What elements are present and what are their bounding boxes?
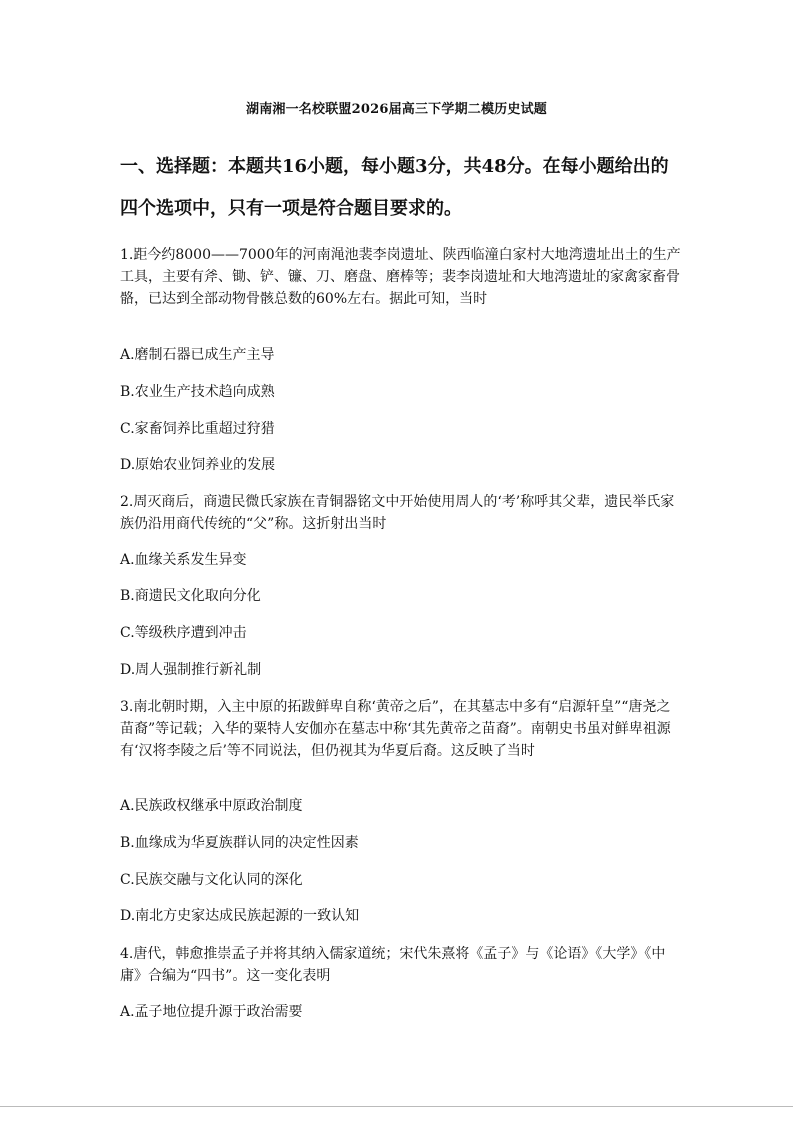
question-2-stem: 2.周灭商后，商遗民微氏家族在青铜器铭文中开始使用周人的‘考’称呼其父辈，遗民举氏家族仍沿用商代传统的“父”称。这折射出当时 xyxy=(120,494,675,532)
question-3-option-d: D.南北方史家达成民族起源的一致认知 xyxy=(120,908,360,924)
question-1-option-d: D.原始农业饲养业的发展 xyxy=(120,457,276,473)
question-4-option-a: A.孟子地位提升源于政治需要 xyxy=(120,1004,303,1020)
question-1-option-a: A.磨制石器已成生产主导 xyxy=(120,347,275,363)
question-2-option-b: B.商遗民文化取向分化 xyxy=(120,588,261,604)
question-3-option-a: A.民族政权继承中原政治制度 xyxy=(120,798,303,814)
question-2-option-a: A.血缘关系发生异变 xyxy=(120,552,247,568)
question-1-option-c: C.家畜饲养比重超过狩猎 xyxy=(120,421,275,437)
question-3-option-b: B.血缘成为华夏族群认同的决定性因素 xyxy=(120,835,359,851)
question-3-option-c: C.民族交融与文化认同的深化 xyxy=(120,872,303,888)
question-2-option-c: C.等级秩序遭到冲击 xyxy=(120,625,247,641)
section-heading: 一、选择题：本题共16小题，每小题3分，共48分。在每小题给出的四个选项中，只有一项是符合题目要求的。 xyxy=(120,156,669,219)
question-4-stem: 4.唐代，韩愈推崇孟子并将其纳入儒家道统；宋代朱熹将《孟子》与《论语》《大学》《中庸》合编为“四书”。这一变化表明 xyxy=(120,946,666,984)
page-bottom-divider xyxy=(0,1106,793,1107)
question-1-option-b: B.农业生产技术趋向成熟 xyxy=(120,384,275,400)
document-title: 湖南湘一名校联盟2026届高三下学期二模历史试题 xyxy=(246,102,547,117)
question-3-stem: 3.南北朝时期，入主中原的拓跋鲜卑自称‘黄帝之后”，在其墓志中多有“启源轩皇”“唐尧之苗裔”等记载；入华的粟特人安伽亦在墓志中称‘其先黄帝之苗裔”。南朝史书虽对鲜卑祖源有‘汉将李陵之后’等不同说法，但仍视其为华夏后裔。这反映了当时 xyxy=(120,699,671,759)
question-1-stem: 1.距今约8000——7000年的河南渑池裴李岗遗址、陕西临潼白家村大地湾遗址出土的生产工具，主要有斧、锄、铲、镰、刀、磨盘、磨棒等；裴李岗遗址和大地湾遗址的家禽家畜骨骼，已达到全部动物骨骸总数的60%左右。据此可知，当时 xyxy=(120,247,681,307)
question-2-option-d: D.周人强制推行新礼制 xyxy=(120,662,262,678)
